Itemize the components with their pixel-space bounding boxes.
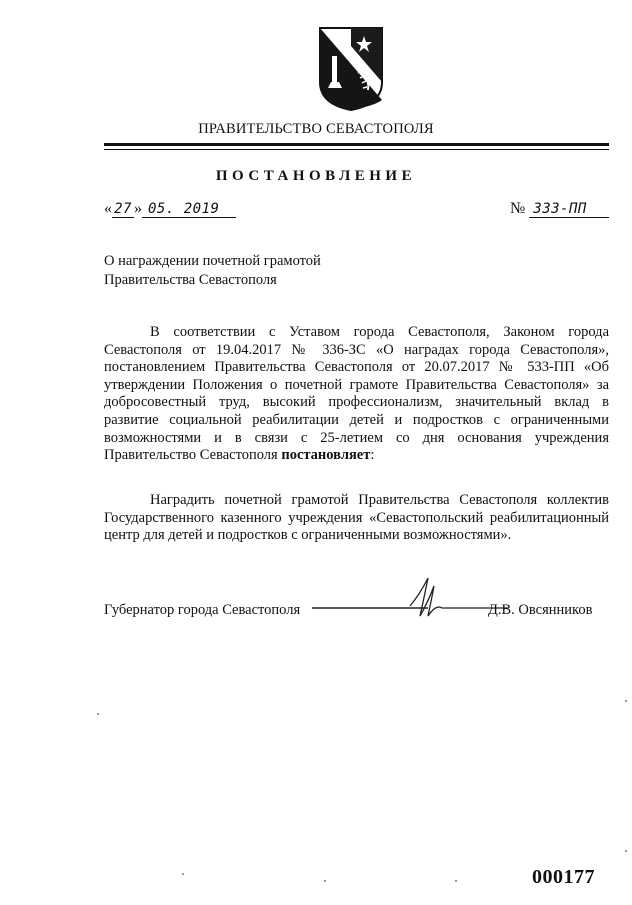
document-date [104, 200, 236, 218]
scan-speck [455, 880, 457, 882]
sevastopol-coat-of-arms-icon [318, 26, 384, 112]
preamble-paragraph [104, 324, 609, 465]
date-close-quote: » [134, 200, 142, 217]
header-rule-thin [104, 149, 609, 150]
decision-text: Наградить почетной грамотой Правительства Севастополя коллектив Государственного казенного учреждения «Севастопольский реабилитационный центр для детей и подростков с ограниченными возможностями». [104, 492, 609, 544]
preamble-end: : [370, 447, 375, 464]
scan-speck [625, 700, 627, 702]
header-rule-thick [104, 143, 609, 146]
signatory-position: Губернатор города Севастополя [104, 602, 301, 618]
preamble-keyword: постановляет [281, 447, 371, 464]
date-month-year: 05. 2019 [142, 201, 236, 218]
document-number [510, 200, 609, 218]
subject-line-2: Правительства Севастополя [104, 272, 277, 288]
subject-line-1: О награждении почетной грамотой [104, 253, 321, 269]
number-sign: № [510, 200, 526, 217]
serial-number: 000177 [532, 866, 595, 888]
signatory-name: Д.В. Овсянников [488, 602, 593, 618]
decision-paragraph [104, 492, 609, 545]
scan-speck [97, 713, 99, 715]
scan-speck [324, 880, 326, 882]
handwritten-signature [310, 572, 510, 622]
subject-block [104, 252, 321, 290]
document-type: ПОСТАНОВЛЕНИЕ [215, 168, 417, 184]
government-title: ПРАВИТЕЛЬСТВО СЕВАСТОПОЛЯ [198, 121, 434, 137]
date-open-quote: « [104, 200, 112, 217]
scan-speck [182, 873, 184, 875]
scan-speck [625, 850, 627, 852]
date-day: 27 [112, 201, 134, 218]
preamble-text: В соответствии с Уставом города Севастополя, Законом города Севастополя от 19.04.2017 № 336-ЗС «О наградах города Севастополя», постановлением Правительства Севастополя от 20.07.2017 № 533-ПП «Об утверждении Положения о почетной грамоте Правительства Севастополя» за добросовестный труд, высокий профессионализм, значительный вклад в развитие социальной реабилитации детей и подростков с ограниченными возможностями и в связи с 25-летием со дня основания учреждения Правительство Севастополя [104, 324, 609, 464]
number-value: 333-ПП [529, 201, 609, 218]
